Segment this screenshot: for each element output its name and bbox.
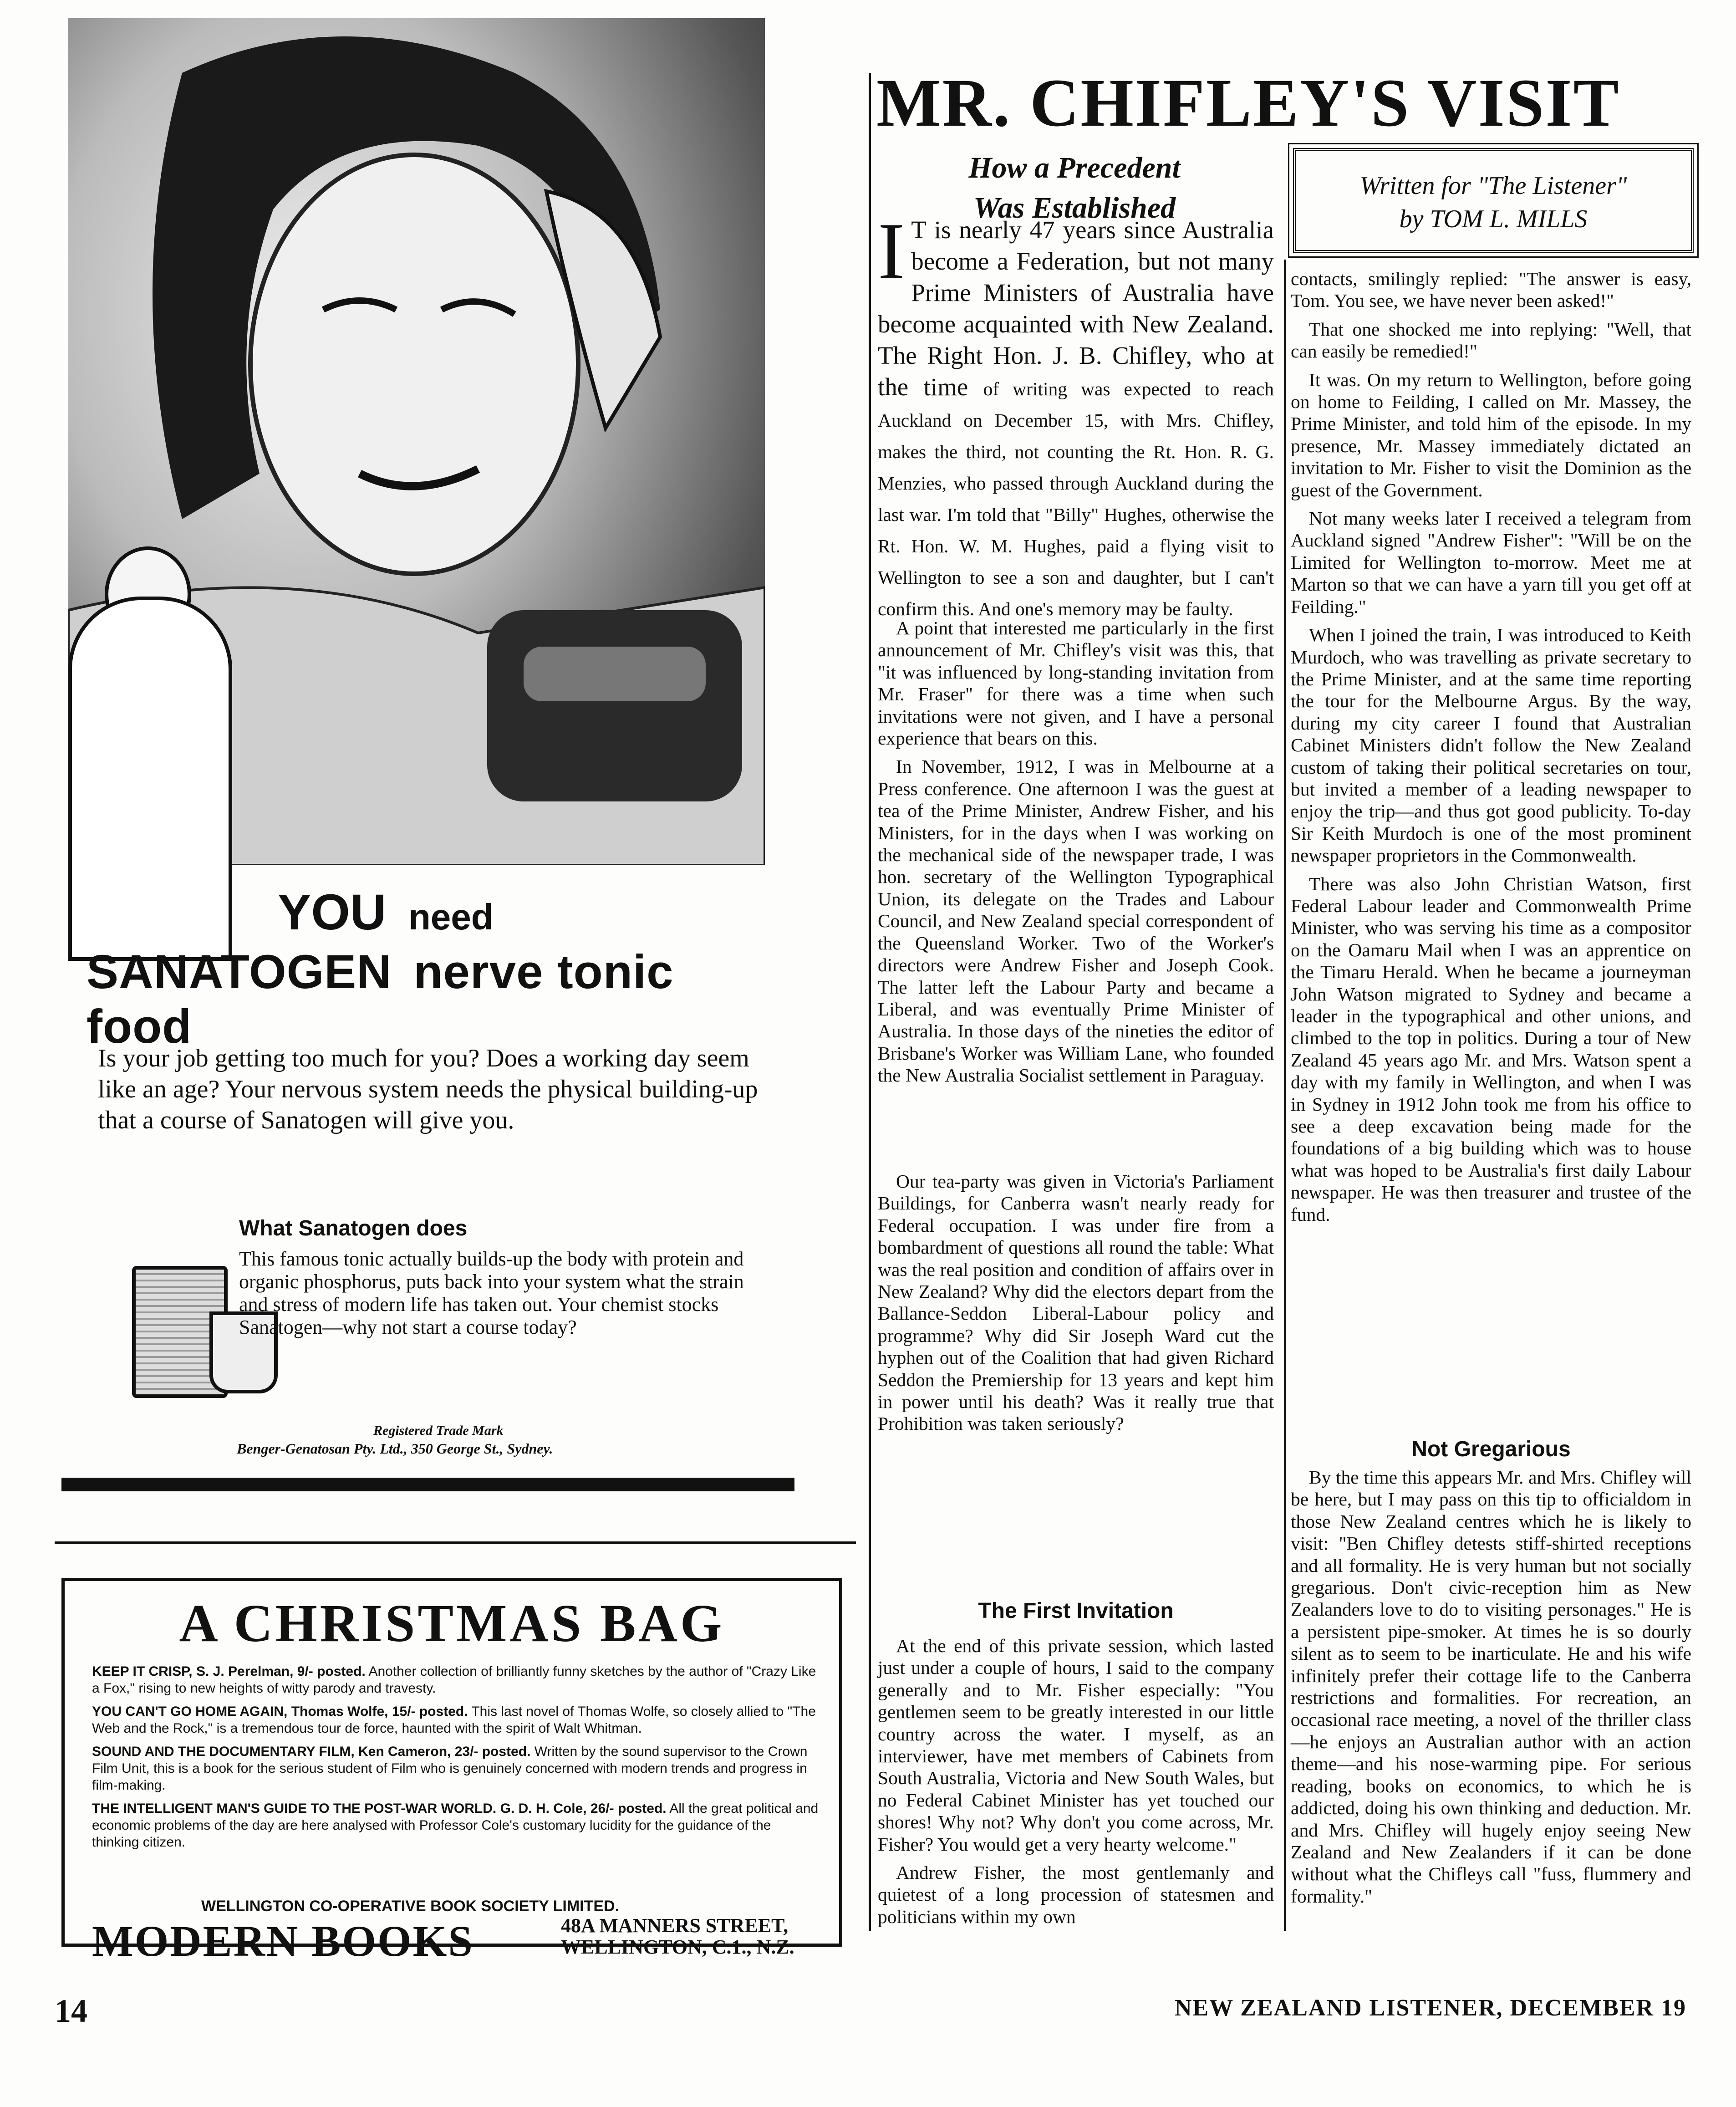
ad-bottom-rule (61, 1478, 794, 1491)
headline-product-name: SANATOGEN (87, 945, 392, 999)
ad-subhead: What Sanatogen does (239, 1216, 468, 1240)
book-entry-description: This last novel of Thomas Wolfe, so closely allied to "The Web and the Rock," is a tremendous tour de force, haunted with the spirit of Walt Whitman. (92, 1704, 816, 1736)
lead-large-text: T is nearly 47 years since Australia become a Federation, but not many Prime Ministers of Australia have become acquainted with New Zealand. The Right Hon. J. B. Chifley, who at the time (878, 216, 1274, 401)
article-paragraph: That one shocked me into replying: "Well, that can easily be remedied!" (1291, 318, 1691, 362)
headline-need: need (408, 897, 494, 937)
modern-books-brand: MODERN BOOKS (92, 1917, 474, 1965)
article-paragraph: It was. On my return to Wellington, before going on home to Feilding, I called on Mr. Massey, the Prime Minister, and told him of the episode. In my presence, Mr. Massey immediately dictated an invitation to Mr. Fisher to visit the Dominion as the guest of the Government. (1291, 369, 1691, 500)
subtitle-line-1: How a Precedent (968, 151, 1181, 184)
bookshop-society-name: WELLINGTON CO-OPERATIVE BOOK SOCIETY LIMITED. (201, 1898, 620, 1915)
article-paragraph: Not many weeks later I received a telegram from Auckland signed "Andrew Fisher": "Will be on the Limited for Wellington to-morrow. Meet me at Marton so that we can have a yarn till you get off at Feilding." (1291, 508, 1691, 617)
book-entry-description: Written by the sound supervisor to the Crown Film Unit, this is a book for the serious student of Film who is genuinely concerned with modern trends and progress in film-making. (92, 1744, 808, 1793)
book-entry-description: Another collection of brilliantly funny sketches by the author of "Crazy Like a Fox," rising to new heights of witty parody and travesty. (92, 1664, 816, 1696)
byline-written-for: Written for "The Listener" (1359, 172, 1627, 200)
doctor-illustration (68, 597, 232, 961)
ad-headline-product (87, 945, 792, 1054)
publication-footer: NEW ZEALAND LISTENER, DECEMBER 19 (1175, 1995, 1687, 2021)
book-entry (92, 1663, 820, 1697)
book-entry-description: All the great political and economic problems of the day are here analysed with Professor Cole's customary lucidity for the guidance of the thinking citizen. (92, 1801, 819, 1850)
book-entry-title: KEEP IT CRISP, S. J. Perelman, 9/- posted. (92, 1664, 366, 1679)
christmas-bag-title: A CHRISTMAS BAG (179, 1593, 725, 1653)
article-paragraph: When I joined the train, I was introduced to Keith Murdoch, who was travelling as private secretary to the Prime Minister, and at the same time reporting the tour for the Melbourne Argus. By the way, during my city career I found that Australian Cabinet Ministers didn't follow the New Zealand custom of taking their political secretaries on tour, but invited a member of a leading newspaper to enjoy the trip—and thus got good publicity. To-day Sir Keith Murdoch is one of the most prominent newspaper proprietors in the Commonwealth. (1291, 624, 1691, 866)
article-column-2-section-a (1291, 268, 1691, 1232)
left-column-divider (55, 1541, 856, 1544)
ad-company-address: Benger-Genatosan Pty. Ltd., 350 George St., Sydney. (237, 1440, 553, 1457)
book-entry-title: SOUND AND THE DOCUMENTARY FILM, Ken Cameron, 23/- posted. (92, 1744, 531, 1759)
ad-body-copy: Is your job getting too much for you? Does a working day seem like an age? Your nervous system needs the physical building-up that a course of Sanatogen will give you. (98, 1044, 758, 1134)
article-column-1-section-a (878, 617, 1274, 1093)
article-title: MR. CHIFLEY'S VISIT (876, 65, 1620, 141)
page-number: 14 (55, 1993, 87, 2029)
section-heading-first-invitation: The First Invitation (978, 1599, 1174, 1623)
article-paragraph: Our tea-party was given in Victoria's Parliament Buildings, for Canberra wasn't nearly ready for Federal occupation. I was under fire from a bombardment of questions all round the table: What was the real position and condition of affairs over in New Zealand? Why did the electors depart from the Ballance-Seddon Liberal-Labour policy and programme? Why did Sir Joseph Ward cut the hyphen out of the Coalition that had given Richard Seddon the Premiership for 13 years and kept him in power until his death? Was it really true that Prohibition was taken seriously? (878, 1171, 1274, 1434)
christmas-bag-advertisement (61, 1578, 842, 1965)
column-rule-middle (1284, 260, 1286, 1931)
book-entry-title: YOU CAN'T GO HOME AGAIN, Thomas Wolfe, 15/- posted. (92, 1704, 468, 1719)
article-paragraph: By the time this appears Mr. and Mrs. Chifley will be here, but I may pass on this tip to officialdom in those New Zealand centres which he is likely to visit: "Ben Chifley detests stiff-shirted receptions and all formality. He is very human but not socially gregarious. Don't civic-reception him as New Zealanders love to do to visiting personages." He is a persistent pipe-smoker. At times he is so dourly silent as to seem to be inarticulate. He and his wife infinitely prefer their cottage life to the Canberra restrictions and formalities. For recreation, an occasional race meeting, a novel of the thriller class—he enjoys an Australian author with an action theme—and his nose-warming pipe. For serious reading, books on economics, to which he is addicted, doing his own thinking and deduction. Mr. and Mrs. Chifley will hugely enjoy seeing New Zealand and New Zealanders if it can be done without what the Chifleys call "fuss, flummery and formality." (1291, 1467, 1691, 1907)
article-column-2-section-b (1291, 1466, 1691, 1913)
book-entry (92, 1743, 820, 1794)
section-heading-not-gregarious: Not Gregarious (1411, 1437, 1571, 1461)
drop-cap: I (878, 206, 905, 296)
subtitle-line-2: Was Established (973, 191, 1176, 224)
lead-small-text: of writing was expected to reach Auckland on December 15, with Mrs. Chifley, makes the third, not counting the Rt. Hon. R. G. Menzies, who passed through Auckland during the last war. I'm told that "Billy" Hughes, otherwise the Rt. Hon. W. M. Hughes, paid a flying visit to Wellington to see a son and daughter, but I can't confirm this. And one's memory may be faulty. (878, 378, 1274, 619)
headline-you: YOU (278, 884, 387, 940)
article-paragraph: At the end of this private session, which lasted just under a couple of hours, I said to the company generally and to Mr. Fisher especially: "You gentlemen seem to be greatly interested in our little country across the water. I myself, as an interviewer, have met members of Cabinets from South Australia, Victoria and New South Wales, but no Federal Cabinet Minister has yet touched our shores! Why not? Why don't you come across, Mr. Fisher? You would get a very hearty welcome." (878, 1635, 1274, 1855)
article-paragraph: In November, 1912, I was in Melbourne at a Press conference. One afternoon I was the guest at tea of the Prime Minister, Andrew Fisher, and his Ministers, for in the days when I was working on the mechanical side of the newspaper trade, I was hon. secretary of the Wellington Typographical Union, its delegate on the Trades and Labour Council, and New Zealand special correspondent of the Queensland Worker. Two of the Worker's directors were Andrew Fisher and Joseph Cook. The latter left the Labour Party and became a Liberal, and was eventually Prime Minister of Australia. In those days of the nineties the editor of Brisbane's Worker was William Lane, who founded the New Australia Socialist settlement in Paraguay. (878, 756, 1274, 1086)
headline-nerve-tonic: nerve tonic food (87, 945, 674, 1053)
article-column-1-section-b (878, 1170, 1274, 1441)
bookshop-address (561, 1915, 834, 1958)
ad-trademark-note: Registered Trade Mark (373, 1423, 504, 1438)
article-paragraph: Andrew Fisher, the most gentlemanly and quietest of a long procession of statesmen and politicians within my own (878, 1862, 1274, 1927)
address-line-2: WELLINGTON, C.1., N.Z. (561, 1936, 794, 1958)
article-column-1-section-c (878, 1635, 1274, 1934)
byline-author: by TOM L. MILLS (1399, 205, 1588, 233)
ad-headline-you (278, 883, 779, 941)
ad-box-copy: This famous tonic actually builds-up the body with protein and organic phosphorus, puts back into your system what the strain and stress of modern life has taken out. Your chemist stocks Sanatogen—why not start a course today? (239, 1248, 744, 1338)
address-line-1: 48A MANNERS STREET, (561, 1914, 789, 1937)
sanatogen-advertisement (0, 0, 865, 1503)
article-paragraph: There was also John Christian Watson, first Federal Labour leader and Commonwealth Prime Minister, who was serving his time as a compositor on the Oamaru Mail when I was an apprentice on the Timaru Herald. When he became a journeyman John Watson migrated to Sydney and became a leader in the typographical and other unions, and climbed to the top in politics. During a tour of New Zealand 45 years ago Mr. and Mrs. Watson spent a day with my family in Wellington, and when I was in Sydney in 1912 John took me from his office to see a deep excavation being made for the foundations of a big building which was to house what was hoped to be Australia's first daily Labour newspaper. He was then treasurer and trustee of the fund. (1291, 873, 1691, 1225)
book-list (92, 1663, 820, 1857)
book-entry (92, 1800, 820, 1851)
byline-box (1293, 148, 1694, 253)
article-paragraph: contacts, smilingly replied: "The answer is easy, Tom. You see, we have never been asked!" (1291, 268, 1691, 311)
book-entry-title: THE INTELLIGENT MAN'S GUIDE TO THE POST-WAR WORLD. G. D. H. Cole, 26/- posted. (92, 1801, 667, 1816)
book-entry (92, 1703, 820, 1737)
column-rule-left (869, 73, 871, 1931)
article-paragraph: A point that interested me particularly in the first announcement of Mr. Chifley's visit was this, that "it was influenced by long-standing invitation from Mr. Fraser" for there was a time when such invitations were not given, and I have a personal experience that bears on this. (878, 617, 1274, 749)
